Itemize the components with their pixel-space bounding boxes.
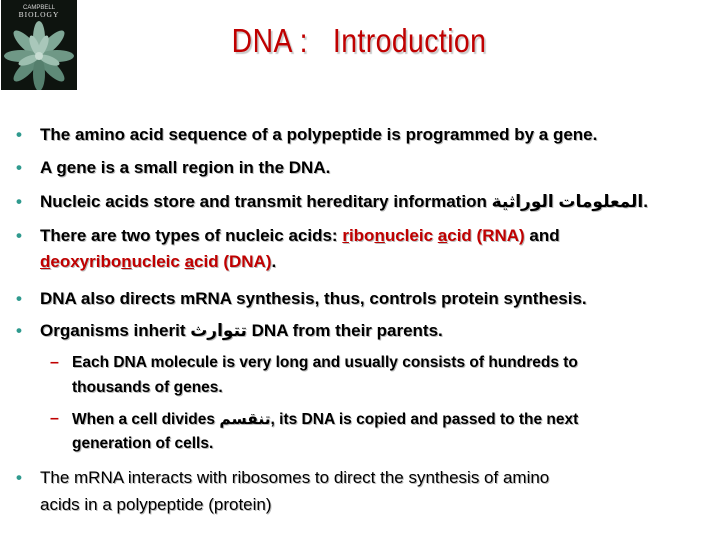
bullet-dot: • bbox=[16, 192, 22, 211]
bullet-text: DNA also directs mRNA synthesis, thus, controls protein synthesis. bbox=[40, 289, 587, 308]
bullet-dot: • bbox=[16, 321, 22, 340]
rna-part: ucleic bbox=[384, 226, 438, 245]
bullet-text-continuation bbox=[40, 252, 276, 272]
bullet-text-part: DNA from their parents. bbox=[251, 321, 443, 340]
bullet-text-part: Nucleic acids store and transmit hereditary information bbox=[40, 192, 487, 211]
bullet-text bbox=[40, 321, 443, 341]
bullet-text-part: and bbox=[524, 226, 560, 245]
bullet-text-end: . bbox=[271, 252, 277, 271]
dna-part: eoxyribo bbox=[50, 252, 122, 271]
cover-title-line2: BIOLOGY bbox=[18, 10, 60, 19]
sub-bullet-text bbox=[72, 410, 578, 429]
sub-bullet-dash: – bbox=[50, 410, 59, 427]
cover-title-line1: CAMPBELL bbox=[22, 5, 56, 11]
sub-bullet-text-part: , its DNA is copied and passed to the next bbox=[270, 411, 579, 428]
bullet-text-continuation: acids in a polypeptide (protein) bbox=[40, 495, 272, 514]
dna-part: cid bbox=[194, 252, 224, 271]
bullet-dot: • bbox=[16, 289, 22, 308]
slide-title: DNA : Introduction bbox=[231, 22, 487, 59]
bullet-text: A gene is a small region in the DNA. bbox=[40, 158, 331, 177]
dna-letter-a: a bbox=[184, 252, 195, 271]
rna-part: cid bbox=[447, 226, 477, 245]
arabic-term: تتوارث bbox=[190, 321, 247, 340]
bullet-text-part: There are two types of nucleic acids: bbox=[40, 226, 343, 245]
arabic-term: المعلومات الوراثية bbox=[491, 192, 644, 211]
sub-bullet-text: Each DNA molecule is very long and usually consists of hundreds to bbox=[72, 354, 578, 371]
dna-abbreviation: (DNA) bbox=[223, 252, 272, 271]
dna-letter-d: d bbox=[40, 252, 51, 271]
rna-abbreviation: (RNA) bbox=[476, 226, 525, 245]
sub-bullet-text-part: When a cell divides bbox=[72, 411, 215, 428]
rna-letter-r: r bbox=[342, 226, 349, 245]
rna-part: ibo bbox=[348, 226, 375, 245]
bullet-dot: • bbox=[16, 125, 22, 144]
dna-part: ucleic bbox=[131, 252, 185, 271]
bullet-text bbox=[40, 192, 648, 212]
rna-letter-a: a bbox=[437, 226, 448, 245]
bullet-text-part: Organisms inherit bbox=[40, 321, 186, 340]
bullet-text-end: . bbox=[643, 192, 648, 211]
bullet-dot: • bbox=[16, 468, 22, 487]
rna-letter-n: n bbox=[374, 226, 385, 245]
bullet-dot: • bbox=[16, 226, 22, 245]
bullet-dot: • bbox=[16, 158, 22, 177]
bullet-text: The amino acid sequence of a polypeptide is programmed by a gene. bbox=[40, 125, 598, 144]
arabic-term: تنقسم bbox=[219, 411, 271, 428]
sub-bullet-text-continuation: thousands of genes. bbox=[72, 379, 223, 396]
sub-bullet-dash: – bbox=[50, 354, 59, 371]
bullet-text: The mRNA interacts with ribosomes to direct the synthesis of amino bbox=[40, 468, 550, 487]
dna-letter-n: n bbox=[121, 252, 132, 271]
sub-bullet-text-continuation: generation of cells. bbox=[72, 435, 214, 452]
bullet-text bbox=[40, 226, 560, 246]
